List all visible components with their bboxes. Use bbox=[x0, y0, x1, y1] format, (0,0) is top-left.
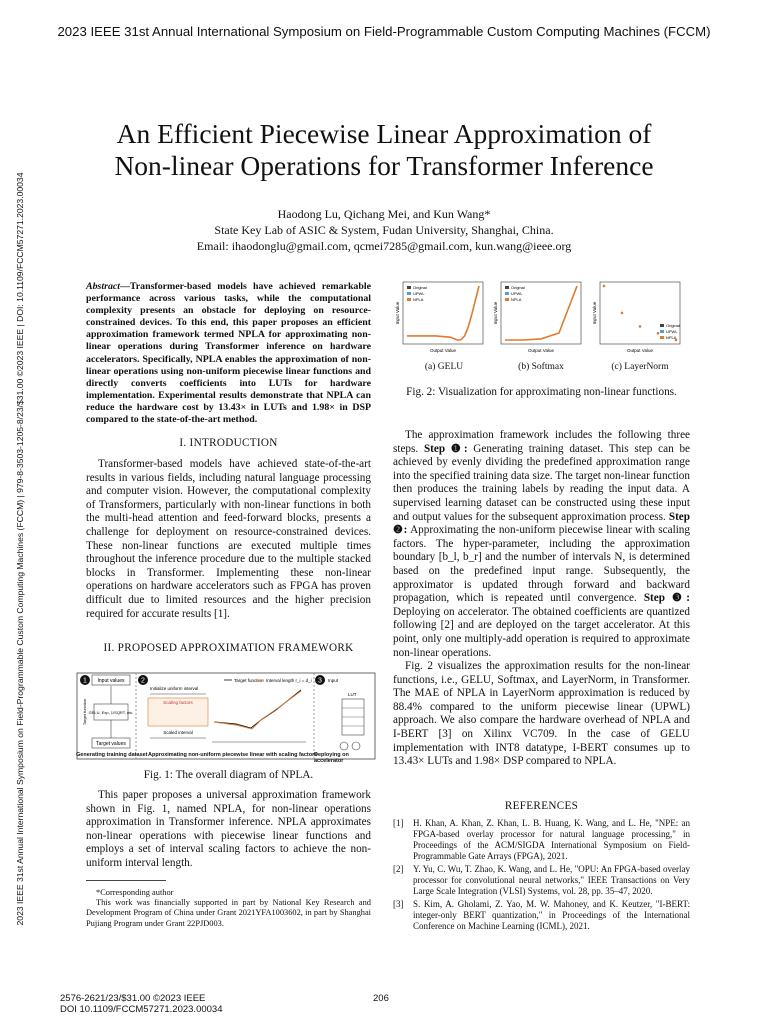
figure-2 bbox=[393, 276, 690, 372]
svg-text:LUT: LUT bbox=[348, 692, 357, 697]
right-column-body: The approximation framework includes the following three steps. Step ❶: Generating training dataset. This step can be achieved by evenly dividing the predefined approximation range into the specified training data size. The target non-linear function then produces the training labels by reading the input data. A supervised learning dataset can be constructed using these input and output values for the subsequent approximation process. Step ❷: Approximating the non-uniform piecewise linear with scaling factors. The hyper-parameter, including the approximation boundary [b_l, b_r] and the number of intervals N, is determined based on the predefined input range. Subsequently, the approximator is updated through forward and backward propagation, which is repeated until convergence. Step ❸: Deploying on accelerator. The obtained coefficients are quantized following [2] and are deployed on the target accelerator. At this point, only one multiply-add operation is required to approximate non-linear operations. Fig. 2 visualizes the approximation results for the non-linear functions, i.e., GELU, Softmax, and LayerNorm, in Transformer. The MAE of NPLA in LayerNorm approximation is reduced by 88.4% compared to the uniform piecewise linear (UPWL) approach. We also compare the hardware overhead of NPLA and I-BERT [3] on Xilinx VC709. In the case of GELU implementation with INT8 datatype, I-BERT consumes up to 13.43× LUTs and 1.98× DSP compared to NPLA. bbox=[393, 429, 690, 768]
figure-1-diagram bbox=[76, 672, 376, 764]
x-axis-label: Output Value bbox=[528, 348, 554, 353]
page-number: 206 bbox=[373, 993, 389, 1004]
figure-2c-caption: (c) LayerNorm bbox=[611, 362, 669, 372]
svg-text:GELU, Exp, 1/SQRT, etc.: GELU, Exp, 1/SQRT, etc. bbox=[88, 710, 134, 715]
references-title: REFERENCES bbox=[504, 800, 579, 812]
footnote-rule bbox=[86, 880, 166, 881]
reference-number: [1] bbox=[393, 818, 404, 828]
reference-text: S. Kim, A. Gholami, Z. Yao, M. W. Mahoney, and K. Keutzer, "I-BERT: integer-only BERT quantization," in Proceedings of the International Conference on Machine Learning (ICML), 2021. bbox=[413, 899, 690, 931]
legend-swatch bbox=[505, 292, 509, 295]
figure-1-caption: Fig. 1: The overall diagram of NPLA. bbox=[143, 769, 314, 781]
author-names: Haodong Lu, Qichang Mei, and Kun Wang* bbox=[277, 207, 491, 221]
figure-2b-caption: (b) Softmax bbox=[518, 362, 564, 372]
legend-swatch bbox=[505, 286, 509, 289]
y-axis-label: Input Value bbox=[592, 301, 597, 325]
chart-point bbox=[621, 312, 623, 314]
svg-text:Input values: Input values bbox=[97, 678, 125, 684]
svg-text:Scaled interval: Scaled interval bbox=[163, 730, 193, 735]
reference-item bbox=[393, 899, 690, 932]
svg-text:Interval length r_i = d_i: Interval length r_i = d_i bbox=[266, 678, 312, 683]
svg-text:Target function: Target function bbox=[82, 698, 87, 726]
legend-label: NPLA bbox=[511, 297, 522, 302]
conference-header: 2023 IEEE 31st Annual International Symposium on Field-Programmable Custom Computing Machines (FCCM) bbox=[57, 24, 711, 39]
figure-2-charts bbox=[393, 276, 690, 372]
footnote: *Corresponding author This work was financially supported in part by National Key Research and Development Program of China under Grant 2021YFA1003602, in part by Shanghai Pujiang Program under Grant 22PJD003. bbox=[86, 888, 371, 928]
chart-point bbox=[657, 332, 659, 334]
figure-2-caption: Fig. 2: Visualization for approximating non-linear functions. bbox=[406, 386, 677, 398]
reference-number: [2] bbox=[393, 864, 404, 874]
legend-swatch bbox=[505, 298, 509, 301]
legend-label: Original bbox=[413, 285, 427, 290]
emails: Email: ihaodonglu@gmail.com, qcmei7285@gmail.com, kun.wang@ieee.org bbox=[196, 239, 572, 253]
reference-text: H. Khan, A. Khan, Z. Khan, L. B. Huang, K. Wang, and L. He, "NPE: an FPGA-based overlay processor for natural language processing," in Proceedings of the ACM/SIGDA International Symposium on Field-Programmable Gate Arrays (FPGA), 2021. bbox=[413, 818, 690, 861]
legend-label: UPWL bbox=[511, 291, 523, 296]
svg-text:Input: Input bbox=[328, 678, 339, 683]
svg-text:3: 3 bbox=[318, 677, 322, 685]
figure-2a-caption: (a) GELU bbox=[424, 362, 464, 372]
y-axis-label: Input Value bbox=[395, 301, 400, 325]
legend-label: UPWL bbox=[413, 291, 425, 296]
svg-text:Initialize uniform interval: Initialize uniform interval bbox=[150, 686, 199, 691]
svg-text:2: 2 bbox=[141, 677, 145, 685]
legend-label: Original bbox=[666, 323, 680, 328]
legend-swatch bbox=[407, 292, 411, 295]
legend-swatch bbox=[660, 330, 664, 333]
section-2-body: This paper proposes a universal approximation framework shown in Fig. 1, named NPLA, for non-linear operations approximation in Transformer inference. NPLA approximates non-linear operations with piecewise linear functions and employs a set of interval scaling factors to achieve the non-uniform interval length. bbox=[86, 789, 371, 869]
reference-item bbox=[393, 818, 690, 862]
section-1-body: Transformer-based models have achieved state-of-the-art results in various fields, including natural language processing and computer vision. However, the computational complexity of Transformers, particularly with non-linear functions in both the multi-head attention and feed-forward blocks, presents a challenge for deployment on resource-constrained devices. These non-linear functions are executed multiple times throughout the inference procedure due to the multiple stacked blocks in Transformer. Implementing these non-linear operations on hardware accelerators such as FPGA has proven difficult due to limited resources and the higher precision required for accurate results [1]. bbox=[86, 458, 371, 620]
svg-text:1: 1 bbox=[83, 677, 87, 685]
legend-swatch bbox=[660, 324, 664, 327]
legend-label: NPLA bbox=[666, 335, 677, 340]
svg-text:Target values: Target values bbox=[96, 741, 126, 747]
references-list bbox=[393, 818, 690, 934]
reference-item bbox=[393, 864, 690, 897]
side-doi-text: 2023 IEEE 31st Annual International Symposium on Field-Programmable Custom Computing Machines (FCCM) | 979-8-3503-1205-8/23/$31.00 ©2023 IEEE | DOI: 10.1109/FCCM57271.2023.00034 bbox=[15, 172, 25, 926]
reference-text: Y. Yu, C. Wu, T. Zhao, K. Wang, and L. He, "OPU: An FPGA-based overlay processor for convolutional neural networks," IEEE Transactions on Very Large Scale Integration (VLSI) Systems, vol. 28, pp. 35–47, 2020. bbox=[413, 864, 690, 896]
svg-text:Scaling factors: Scaling factors bbox=[163, 700, 193, 705]
section-2-title: II. PROPOSED APPROXIMATION FRAMEWORK bbox=[103, 642, 354, 654]
legend-swatch bbox=[660, 336, 664, 339]
chart-point bbox=[639, 325, 641, 327]
legend-label: NPLA bbox=[413, 297, 424, 302]
affiliation: State Key Lab of ASIC & System, Fudan University, Shanghai, China. bbox=[214, 223, 554, 237]
paper-title: An Efficient Piecewise Linear Approximation of Non-linear Operations for Transformer Inference bbox=[114, 118, 654, 181]
section-1-title: I. INTRODUCTION bbox=[179, 437, 278, 449]
y-axis-label: Input Value bbox=[493, 301, 498, 325]
author-block bbox=[40, 206, 728, 254]
reference-number: [3] bbox=[393, 899, 404, 909]
x-axis-label: Output Value bbox=[627, 348, 653, 353]
figure-1: 1 Input values GELU, Exp, 1/SQRT, etc. Target function Target values 2 Target function Interval length r_i = d_i Initialize uniform interval Scaling factors Scaled interval 3 Input LUT Generating training dataset Approximating non-uniform piecewise linear with scaling factors Deploying on accelerator bbox=[76, 672, 376, 764]
x-axis-label: Output Value bbox=[430, 348, 456, 353]
legend-swatch bbox=[407, 298, 411, 301]
svg-text:Target function: Target function bbox=[234, 678, 264, 683]
legend-label: UPWL bbox=[666, 329, 678, 334]
legend-label: Original bbox=[511, 285, 525, 290]
footer-copyright: 2576-2621/23/$31.00 ©2023 IEEE DOI 10.1109/FCCM57271.2023.00034 bbox=[60, 993, 223, 1015]
chart-point bbox=[603, 285, 605, 287]
abstract: Abstract—Transformer-based models have achieved remarkable performance across various tasks, while the computational complexity presents an obstacle for deploying on resource-constrained devices. To this end, this paper proposes an efficient approximation framework termed NPLA for approximating non-linear operations during Transformer inference on hardware accelerators. Specifically, NPLA enables the approximation of non-linear operations using non-uniform piecewise linear functions and directly converts coefficients into LUTs for hardware implementation. Experimental results demonstrate that NPLA can reduce the hardware cost by 13.43× in LUTs and 1.98× in DSP compared to the state-of-the-art method. bbox=[86, 281, 371, 426]
legend-swatch bbox=[407, 286, 411, 289]
